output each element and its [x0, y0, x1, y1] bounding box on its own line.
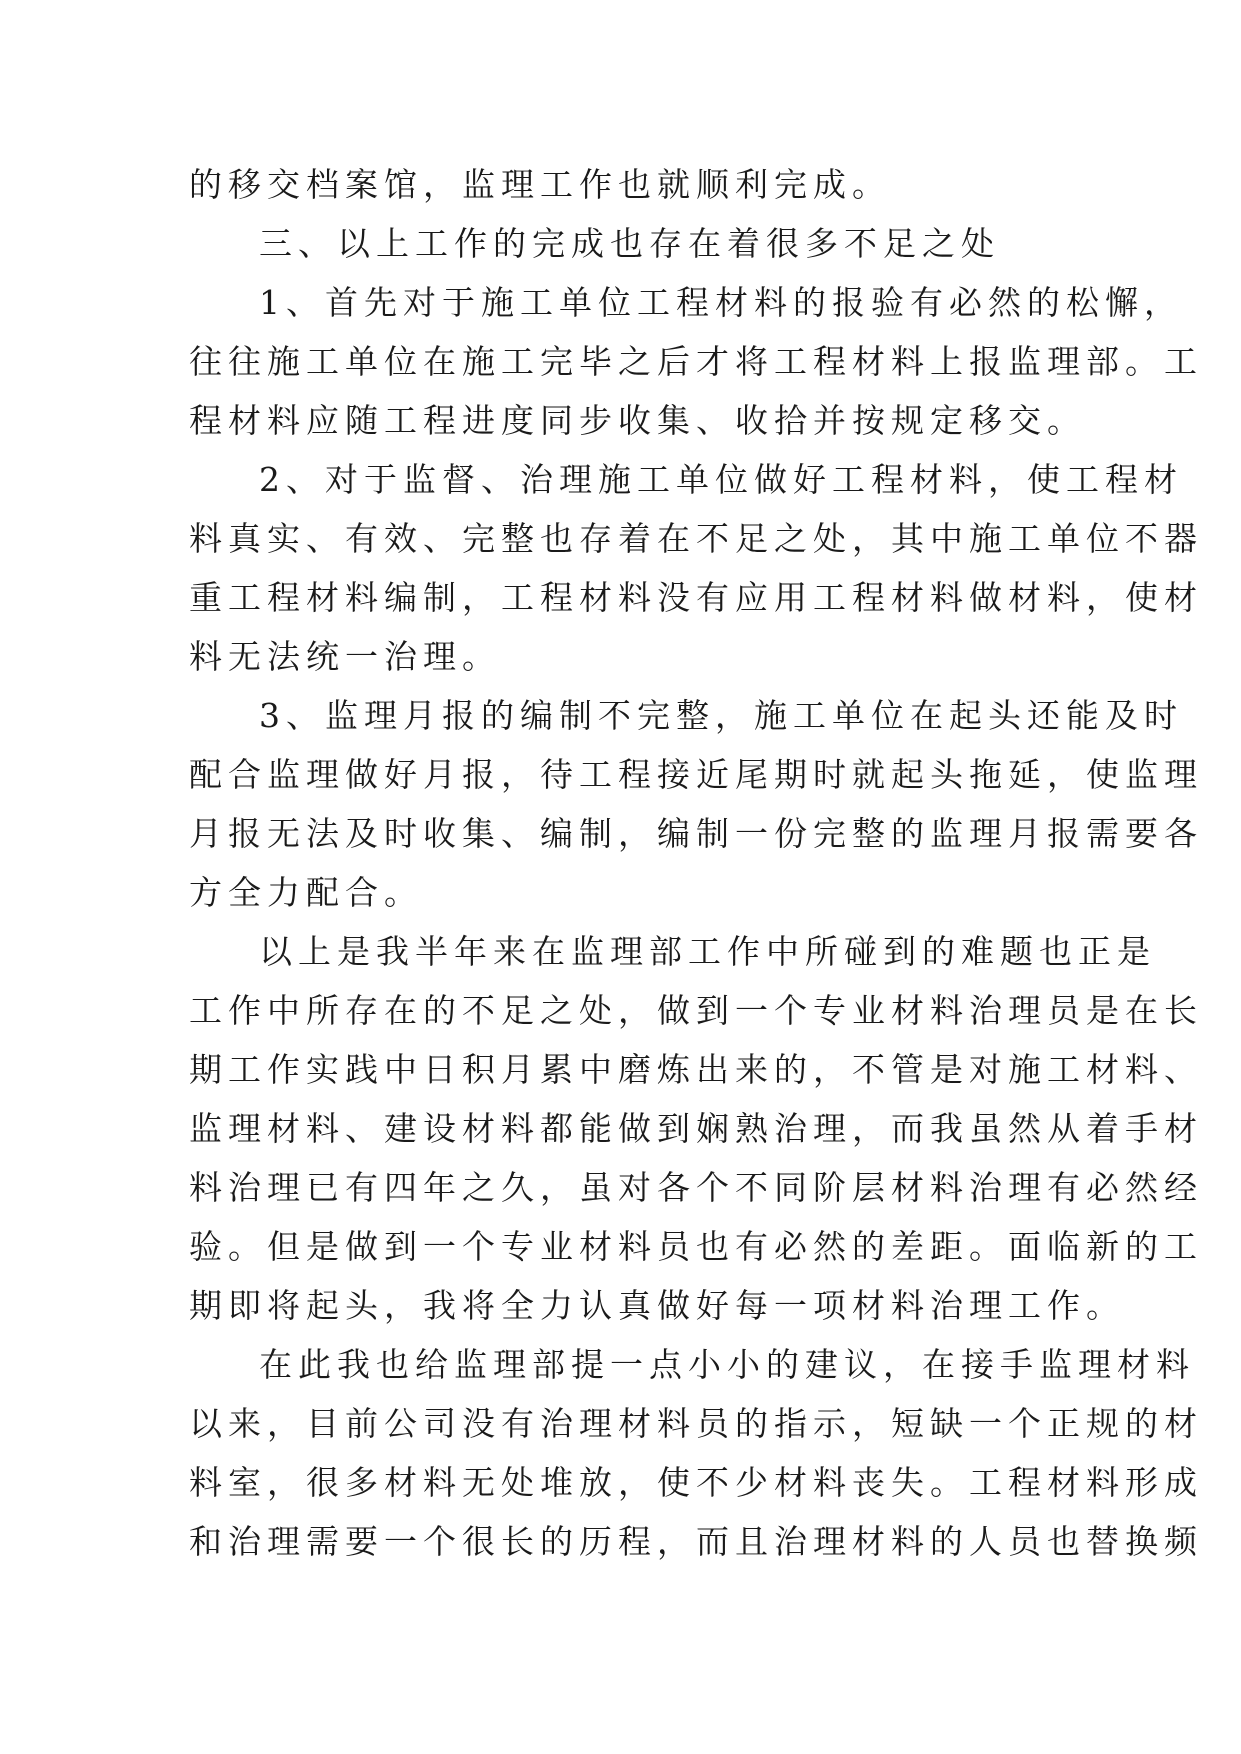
text-line: 程材料应随工程进度同步收集、收拾并按规定移交。 — [189, 401, 1086, 440]
text-line: 料无法统一治理。 — [189, 637, 501, 676]
text-line: 1、首先对于施工单位工程材料的报验有必然的松懈， — [259, 283, 1183, 322]
document-body — [189, 155, 1203, 1571]
text-line: 和治理需要一个很长的历程，而且治理材料的人员也替换频 — [189, 1522, 1203, 1561]
text-line: 3、监理月报的编制不完整，施工单位在起头还能及时 — [259, 696, 1183, 735]
text-line: 重工程材料编制，工程材料没有应用工程材料做材料，使材 — [189, 578, 1203, 617]
text-line: 料真实、有效、完整也存着在不足之处，其中施工单位不器 — [189, 519, 1203, 558]
text-line: 工作中所存在的不足之处，做到一个专业材料治理员是在长 — [189, 991, 1203, 1030]
text-line: 配合监理做好月报，待工程接近尾期时就起头拖延，使监理 — [189, 755, 1203, 794]
text-line: 期即将起头，我将全力认真做好每一项材料治理工作。 — [189, 1286, 1125, 1325]
text-line: 料治理已有四年之久，虽对各个不同阶层材料治理有必然经 — [189, 1168, 1203, 1207]
text-line: 月报无法及时收集、编制，编制一份完整的监理月报需要各 — [189, 814, 1203, 853]
text-line: 以来，目前公司没有治理材料员的指示，短缺一个正规的材 — [189, 1404, 1203, 1443]
text-line: 的移交档案馆，监理工作也就顺利完成。 — [189, 165, 891, 204]
text-line: 验。但是做到一个专业材料员也有必然的差距。面临新的工 — [189, 1227, 1203, 1266]
text-line: 期工作实践中日积月累中磨炼出来的，不管是对施工材料、 — [189, 1050, 1203, 1089]
text-line: 往往施工单位在施工完毕之后才将工程材料上报监理部。工 — [189, 342, 1203, 381]
section-heading: 三、以上工作的完成也存在着很多不足之处 — [259, 224, 1000, 263]
text-line: 监理材料、建设材料都能做到娴熟治理，而我虽然从着手材 — [189, 1109, 1203, 1148]
text-line: 在此我也给监理部提一点小小的建议，在接手监理材料 — [259, 1345, 1195, 1384]
text-line: 2、对于监督、治理施工单位做好工程材料，使工程材 — [259, 460, 1183, 499]
text-line: 以上是我半年来在监理部工作中所碰到的难题也正是 — [259, 932, 1156, 971]
text-line: 料室，很多材料无处堆放，使不少材料丧失。工程材料形成 — [189, 1463, 1203, 1502]
text-line: 方全力配合。 — [189, 873, 423, 912]
